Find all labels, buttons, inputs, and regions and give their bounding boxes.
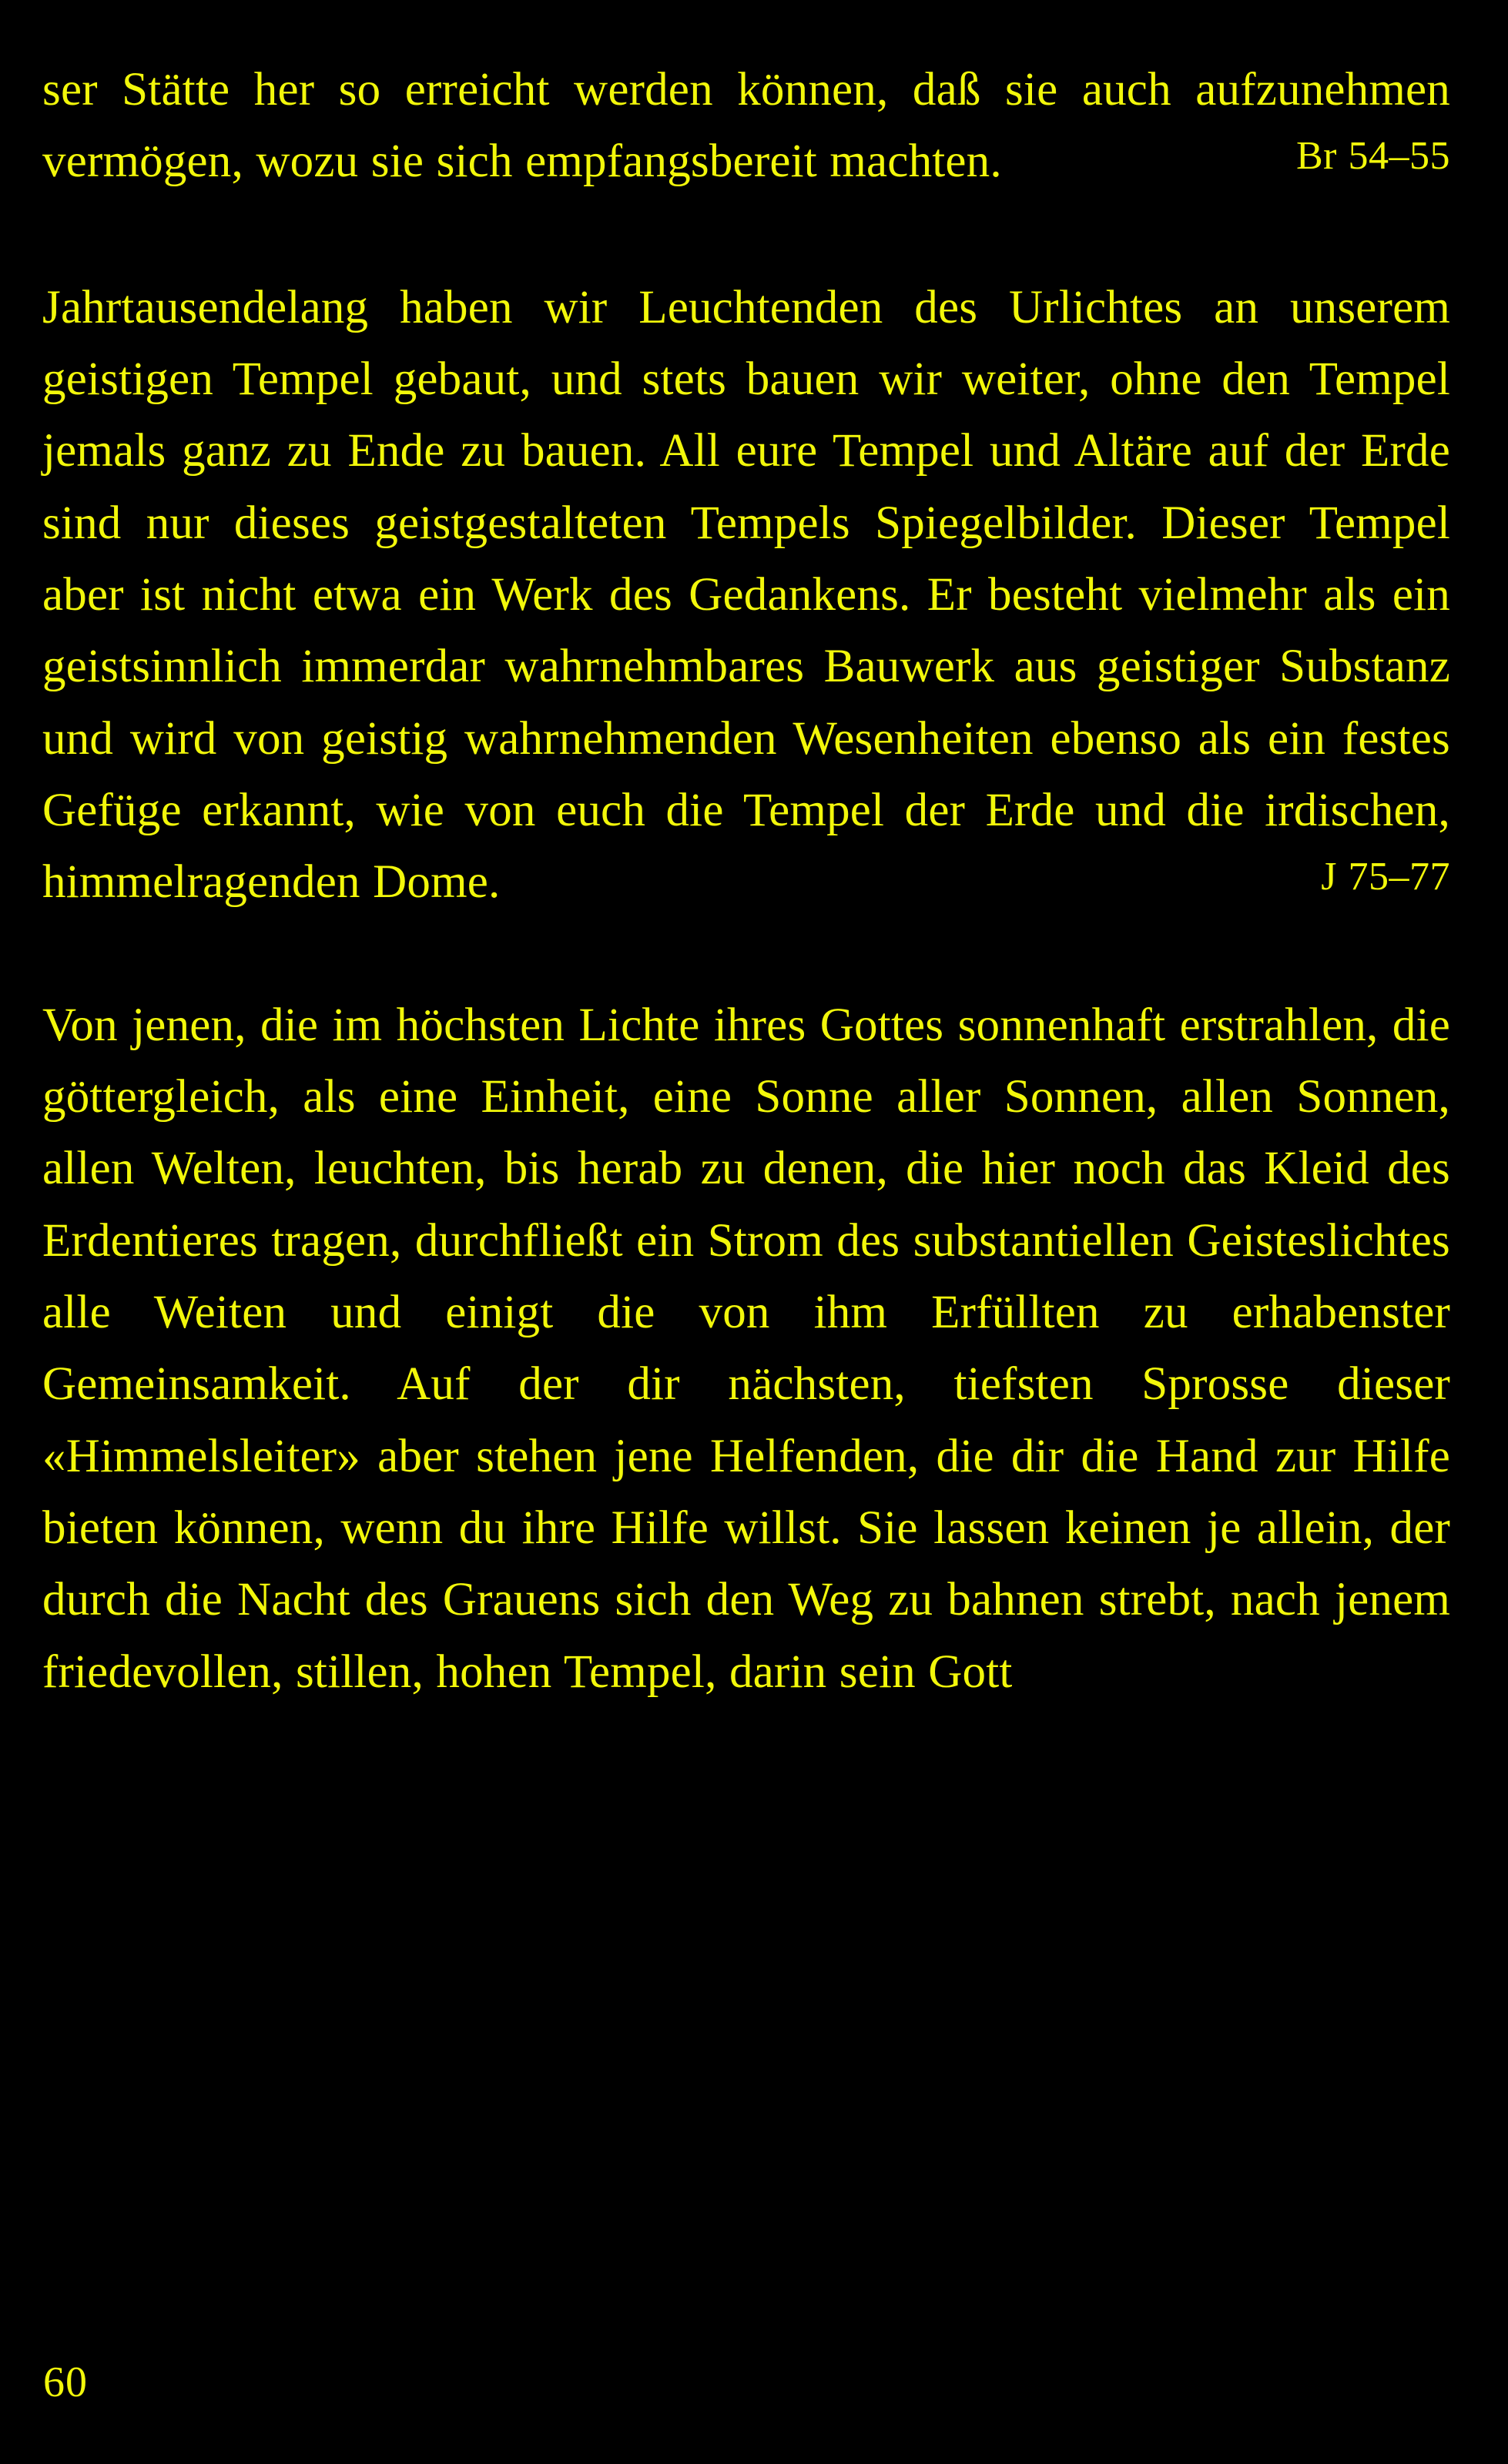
paragraph-block-3	[42, 989, 1450, 1708]
reference-code-2: J 75–77	[1321, 855, 1450, 899]
paragraph-block-2	[42, 272, 1450, 919]
reference-code-1: Br 54–55	[1296, 134, 1450, 179]
paragraph-text-1: ser Stätte her so erreicht werden können, daß sie auch aufzunehmen vermögen, wozu sie sich empfangsbereit machten.	[42, 64, 1450, 188]
paragraph-block-1	[42, 54, 1450, 198]
paragraph-spacer-1	[42, 198, 1450, 272]
paragraph-text-3: Von jenen, die im höchsten Lichte ihres Gottes sonnenhaft erstrahlen, die göttergleich, als eine Einheit, eine Sonne aller Sonnen, allen Sonnen, allen Welten, leuchten, bis herab zu denen, die hier noch das Kleid des Erdentieres tragen, durchfließt ein Strom des substantiellen Geisteslichtes alle Weiten und einigt die von ihm Erfüllten zu erhabenster Gemeinsamkeit. Auf der dir nächsten, tiefsten Sprosse dieser «Himmelsleiter» aber stehen jene Helfenden, die dir die Hand zur Hilfe bieten können, wenn du ihre Hilfe willst. Sie lassen keinen je allein, der durch die Nacht des Grauens sich den Weg zu bahnen strebt, nach jenem friedevollen, stillen, hohen Tempel, darin sein Gott	[42, 999, 1450, 1698]
paragraph-spacer-2	[42, 919, 1450, 989]
page-number: 60	[43, 2359, 88, 2406]
paragraph-text-2: Jahrtausendelang haben wir Leuchtenden des Urlichtes an unserem geistigen Tempel gebaut, und stets bauen wir weiter, ohne den Tempel jemals ganz zu Ende zu bauen. All eure Tempel und Altäre auf der Erde sind nur dieses geistgestalteten Tempels Spiegelbilder. Dieser Tempel aber ist nicht etwa ein Werk des Gedankens. Er besteht vielmehr als ein geistsinnlich immerdar wahrnehmbares Bauwerk aus geistiger Substanz und wird von geistig wahrnehmenden Wesenheiten ebenso als ein festes Gefüge erkannt, wie von euch die Tempel der Erde und die irdischen, himmelragenden Dome.	[42, 281, 1450, 909]
